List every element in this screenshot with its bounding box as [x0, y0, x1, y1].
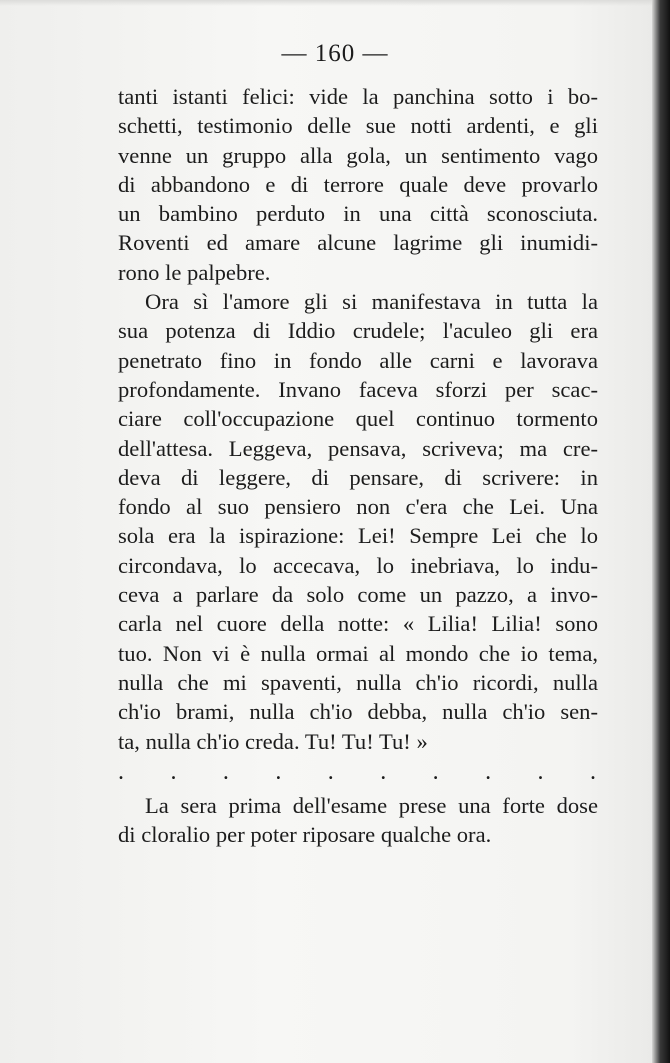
- text-line: ceva a parlare da solo come un pazzo, a invo-: [118, 582, 598, 608]
- text-line: nulla che mi spaventi, nulla ch'io ricordi, nulla: [118, 669, 598, 695]
- text-line: tanti istanti felici: vide la panchina sotto i bo-: [118, 84, 598, 109]
- text-line: ciare coll'occupazione quel continuo tormento: [118, 406, 598, 432]
- text-line: tuo. Non vi è nulla ormai al mondo che io tema,: [118, 640, 598, 666]
- text-line: circondava, lo accecava, lo inebriava, lo indu-: [118, 552, 598, 578]
- paragraph-3: [118, 791, 598, 850]
- separator-dot: .: [327, 758, 334, 785]
- body-text: [118, 82, 598, 850]
- text-line: sua potenza di Iddio crudele; l'aculeo gli era: [118, 318, 598, 344]
- separator-dot: .: [118, 758, 124, 785]
- separator-dot: .: [537, 758, 544, 785]
- paragraph-1: [118, 82, 598, 287]
- text-line: penetrato fino in fondo alle carni e lavorava: [118, 347, 598, 373]
- separator-dot: .: [380, 758, 387, 785]
- separator-dot: .: [222, 758, 229, 785]
- text-line: venne un gruppo alla gola, un sentimento vago: [118, 142, 598, 168]
- text-line: Ora sì l'amore gli si manifestava in tutta la: [145, 289, 598, 315]
- separator-dot: .: [170, 758, 177, 785]
- section-separator: [118, 758, 596, 787]
- separator-dot: .: [275, 758, 282, 785]
- text-line: dell'attesa. Leggeva, pensava, scriveva; ma cre-: [118, 435, 598, 461]
- text-line: fondo al suo pensiero non c'era che Lei. Una: [118, 494, 598, 520]
- page-top-shadow: [0, 0, 670, 6]
- text-line: Roventi ed amare alcune lagrime gli inumidi-: [118, 230, 598, 256]
- text-line: sola era la ispirazione: Lei! Sempre Lei che lo: [118, 523, 598, 549]
- separator-dot: .: [485, 758, 492, 785]
- text-line: deva di leggere, di pensare, di scrivere: in: [118, 464, 598, 490]
- text-line: ta, nulla ch'io creda. Tu! Tu! Tu! »: [118, 728, 428, 754]
- text-line: ch'io brami, nulla ch'io debba, nulla ch'io sen-: [118, 699, 598, 725]
- text-line: schetti, testimonio delle sue notti ardenti, e gli: [118, 113, 598, 139]
- page-number: — 160 —: [281, 40, 389, 67]
- text-line: di abbandono e di terrore quale deve provarlo: [118, 171, 598, 197]
- page-binding-edge: [652, 0, 670, 1063]
- text-line: carla nel cuore della notte: « Lilia! Lilia! sono: [118, 611, 598, 637]
- text-line: di cloralio per poter riposare qualche ora.: [118, 822, 492, 848]
- paragraph-2: [118, 287, 598, 756]
- text-line: La sera prima dell'esame prese una forte dose: [145, 793, 598, 819]
- text-line: rono le palpebre.: [118, 259, 271, 285]
- text-line: un bambino perduto in una città sconosciuta.: [118, 201, 598, 227]
- separator-dot: .: [432, 758, 439, 785]
- text-line: profondamente. Invano faceva sforzi per scac-: [118, 376, 598, 402]
- separator-dot: .: [589, 758, 596, 785]
